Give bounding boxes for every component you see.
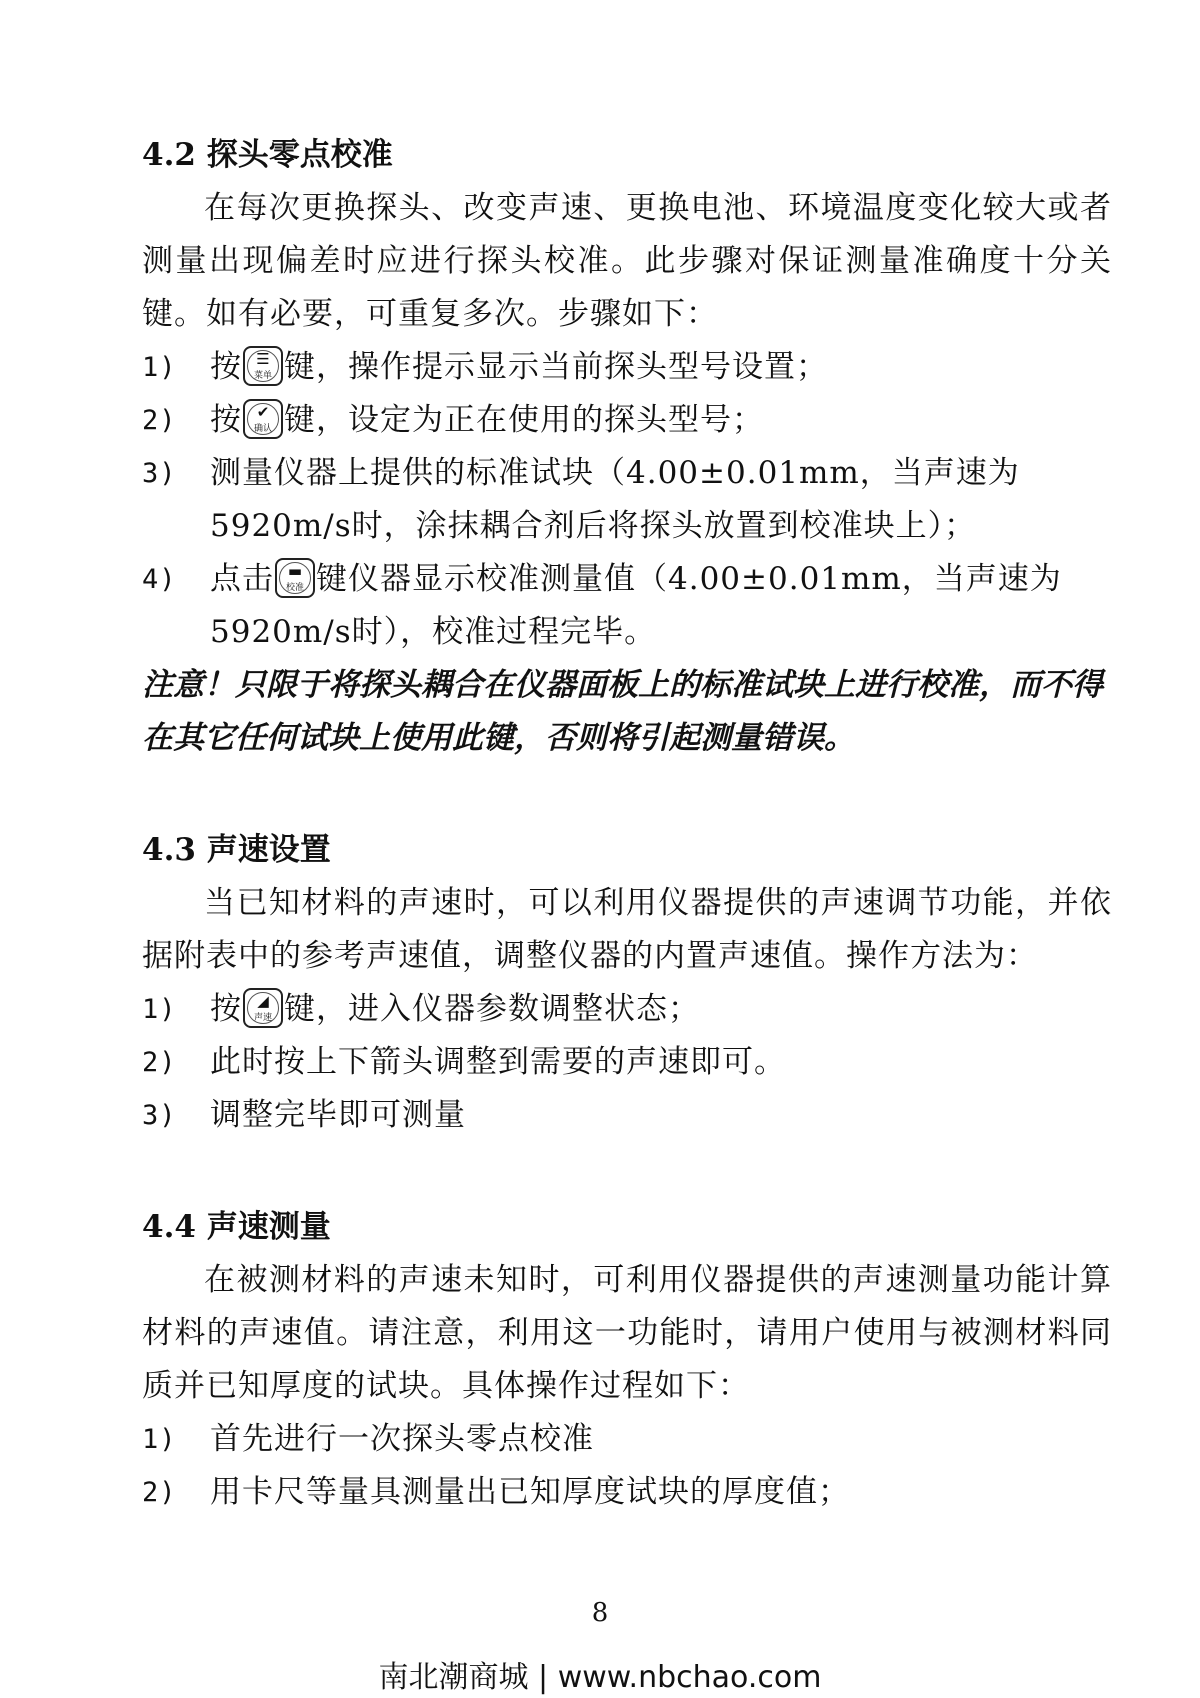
section-heading-4-2: 4.2 探头零点校准: [142, 137, 393, 173]
step-number: 1): [142, 994, 177, 1025]
site-footer-watermark: 南北潮商城 | www.nbchao.com: [378, 1660, 822, 1695]
warning-note: 注意！只限于将探头耦合在仪器面板上的标准试块上进行校准，而不得在其它任何试块上使用此键，否则将引起测量错误。: [142, 667, 1103, 756]
list-item: [142, 1466, 1112, 1519]
section-4-3-intro: 当已知材料的声速时，可以利用仪器提供的声速调节功能，并依据附表中的参考声速值，调整仪器的内置声速值。操作方法为：: [142, 885, 1112, 974]
step-number: 1): [142, 1424, 177, 1455]
step-text: 首先进行一次探头零点校准: [210, 1421, 594, 1457]
confirm-key-icon: [243, 399, 283, 439]
section-4-2: [142, 128, 1112, 765]
section-4-2-intro: 在每次更换探头、改变声速、更换电池、环境温度变化较大或者测量出现偏差时应进行探头校准。此步骤对保证测量准确度十分关键。如有必要，可重复多次。步骤如下：: [142, 190, 1112, 332]
confirm-check-icon: ✔: [256, 402, 270, 421]
step-text: 此时按上下箭头调整到需要的声速即可。: [210, 1044, 786, 1080]
menu-key-icon: [243, 346, 283, 386]
step-text: 测量仪器上提供的标准试块（4.00±0.01mm，当声速为5920m/s时，涂抹耦合剂后将探头放置到校准块上）；: [210, 455, 1020, 544]
list-item: [142, 553, 1112, 659]
key-caption: 菜单: [253, 370, 272, 381]
step-number: 3): [142, 1100, 177, 1131]
step-text: 用卡尺等量具测量出已知厚度试块的厚度值；: [210, 1474, 850, 1510]
section-4-4-intro: 在被测材料的声速未知时，可利用仪器提供的声速测量功能计算材料的声速值。请注意，利用这一功能时，请用户使用与被测材料同质并已知厚度的试块。具体操作过程如下：: [142, 1262, 1112, 1404]
step-text-pre: 点击: [210, 561, 274, 597]
step-number: 1): [142, 352, 177, 383]
step-number: 4): [142, 564, 177, 595]
step-text-post: 键，操作提示显示当前探头型号设置；: [284, 349, 828, 385]
key-caption: 确认: [253, 423, 272, 434]
list-item: [142, 1036, 1112, 1089]
step-number: 2): [142, 1047, 177, 1078]
step-text: 调整完毕即可测量: [210, 1097, 466, 1133]
list-item: [142, 1089, 1112, 1142]
list-item: [142, 447, 1112, 553]
list-item: [142, 1413, 1112, 1466]
step-number: 3): [142, 458, 177, 489]
list-item: [142, 983, 1112, 1036]
step-text-pre: 按: [210, 991, 242, 1027]
section-heading-4-3: 4.3 声速设置: [142, 832, 331, 868]
step-number: 2): [142, 1477, 177, 1508]
calibrate-icon: ▬: [287, 561, 303, 580]
key-caption: 声速: [253, 1012, 272, 1023]
list-item: [142, 341, 1112, 394]
step-text-pre: 按: [210, 402, 242, 438]
step-text-post: 键，设定为正在使用的探头型号；: [284, 402, 764, 438]
step-text-post: 键，进入仪器参数调整状态；: [284, 991, 700, 1027]
menu-icon: ☰: [256, 349, 270, 368]
step-text-pre: 按: [210, 349, 242, 385]
step-number: 2): [142, 405, 177, 436]
page-content: [142, 128, 1112, 1519]
step-text-post: 键仪器显示校准测量值（4.00±0.01mm，当声速为5920m/s时），校准过程完毕。: [210, 561, 1062, 650]
section-4-4: [142, 1200, 1112, 1519]
calibrate-key-icon: [275, 558, 315, 598]
section-4-3: [142, 823, 1112, 1142]
page-number: 8: [591, 1598, 609, 1628]
sound-velocity-key-icon: [243, 988, 283, 1028]
section-heading-4-4: 4.4 声速测量: [142, 1209, 331, 1245]
key-caption: 校准: [285, 582, 304, 593]
sound-velocity-icon: ◢: [257, 991, 269, 1010]
list-item: [142, 394, 1112, 447]
